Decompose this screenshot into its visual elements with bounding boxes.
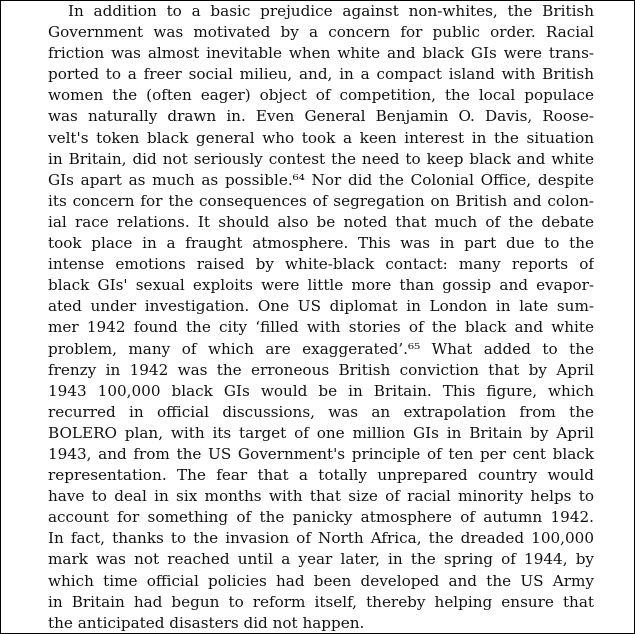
- text-line: in Britain had begun to reform itself, thereby helping ensure that: [48, 592, 594, 611]
- text-line: the anticipated disasters did not happen.: [48, 613, 365, 632]
- text-line: ported to a freer social milieu, and, in a compact island with British: [48, 65, 594, 84]
- text-line: In fact, thanks to the invasion of North Africa, the dreaded 100,000: [48, 529, 594, 548]
- text-line: recurred in official discussions, was an extrapolation from the: [48, 402, 594, 421]
- text-line: its concern for the consequences of segregation on British and colon-: [48, 191, 594, 210]
- text-line: black GIs' sexual exploits were little more than gossip and evapor-: [48, 276, 594, 295]
- text-line: 1943 100,000 black GIs would be in Britain. This figure, which: [48, 381, 594, 400]
- text-line: in Britain, did not seriously contest the need to keep black and white: [48, 149, 594, 168]
- text-line: ated under investigation. One US diplomat in London in late sum-: [48, 297, 594, 316]
- text-line: friction was almost inevitable when white and black GIs were trans-: [48, 44, 594, 63]
- body-paragraph: [48, 1, 594, 634]
- text-line: 1943, and from the US Government's principle of ten per cent black: [48, 444, 594, 463]
- text-line: GIs apart as much as possible.⁶⁴ Nor did the Colonial Office, despite: [48, 170, 594, 189]
- text-line: which time official policies had been developed and the US Army: [48, 571, 594, 590]
- text-line: BOLERO plan, with its target of one million GIs in Britain by April: [48, 423, 594, 442]
- text-line: frenzy in 1942 was the erroneous British conviction that by April: [48, 360, 594, 379]
- text-line: problem, many of which are exaggerated’.⁶⁵ What added to the: [48, 339, 594, 358]
- text-line: representation. The fear that a totally unprepared country would: [48, 466, 594, 485]
- text-line: In addition to a basic prejudice against non-whites, the British: [68, 2, 594, 20]
- text-line: velt's token black general who took a keen interest in the situation: [48, 128, 594, 147]
- text-line: mer 1942 found the city ‘filled with stories of the black and white: [48, 318, 594, 337]
- text-line: Government was motivated by a concern for public order. Racial: [48, 23, 594, 42]
- text-line: was naturally drawn in. Even General Benjamin O. Davis, Roose-: [48, 107, 594, 126]
- text-line: women the (often eager) object of competition, the local populace: [48, 86, 594, 105]
- text-line: have to deal in six months with that size of racial minority helps to: [48, 487, 594, 506]
- text-line: ial race relations. It should also be noted that much of the debate: [48, 212, 594, 231]
- text-line: mark was not reached until a year later, in the spring of 1944, by: [48, 550, 594, 569]
- text-line: account for something of the panicky atmosphere of autumn 1942.: [48, 508, 594, 527]
- text-line: intense emotions raised by white-black contact: many reports of: [48, 255, 594, 274]
- text-line: took place in a fraught atmosphere. This was in part due to the: [48, 234, 594, 253]
